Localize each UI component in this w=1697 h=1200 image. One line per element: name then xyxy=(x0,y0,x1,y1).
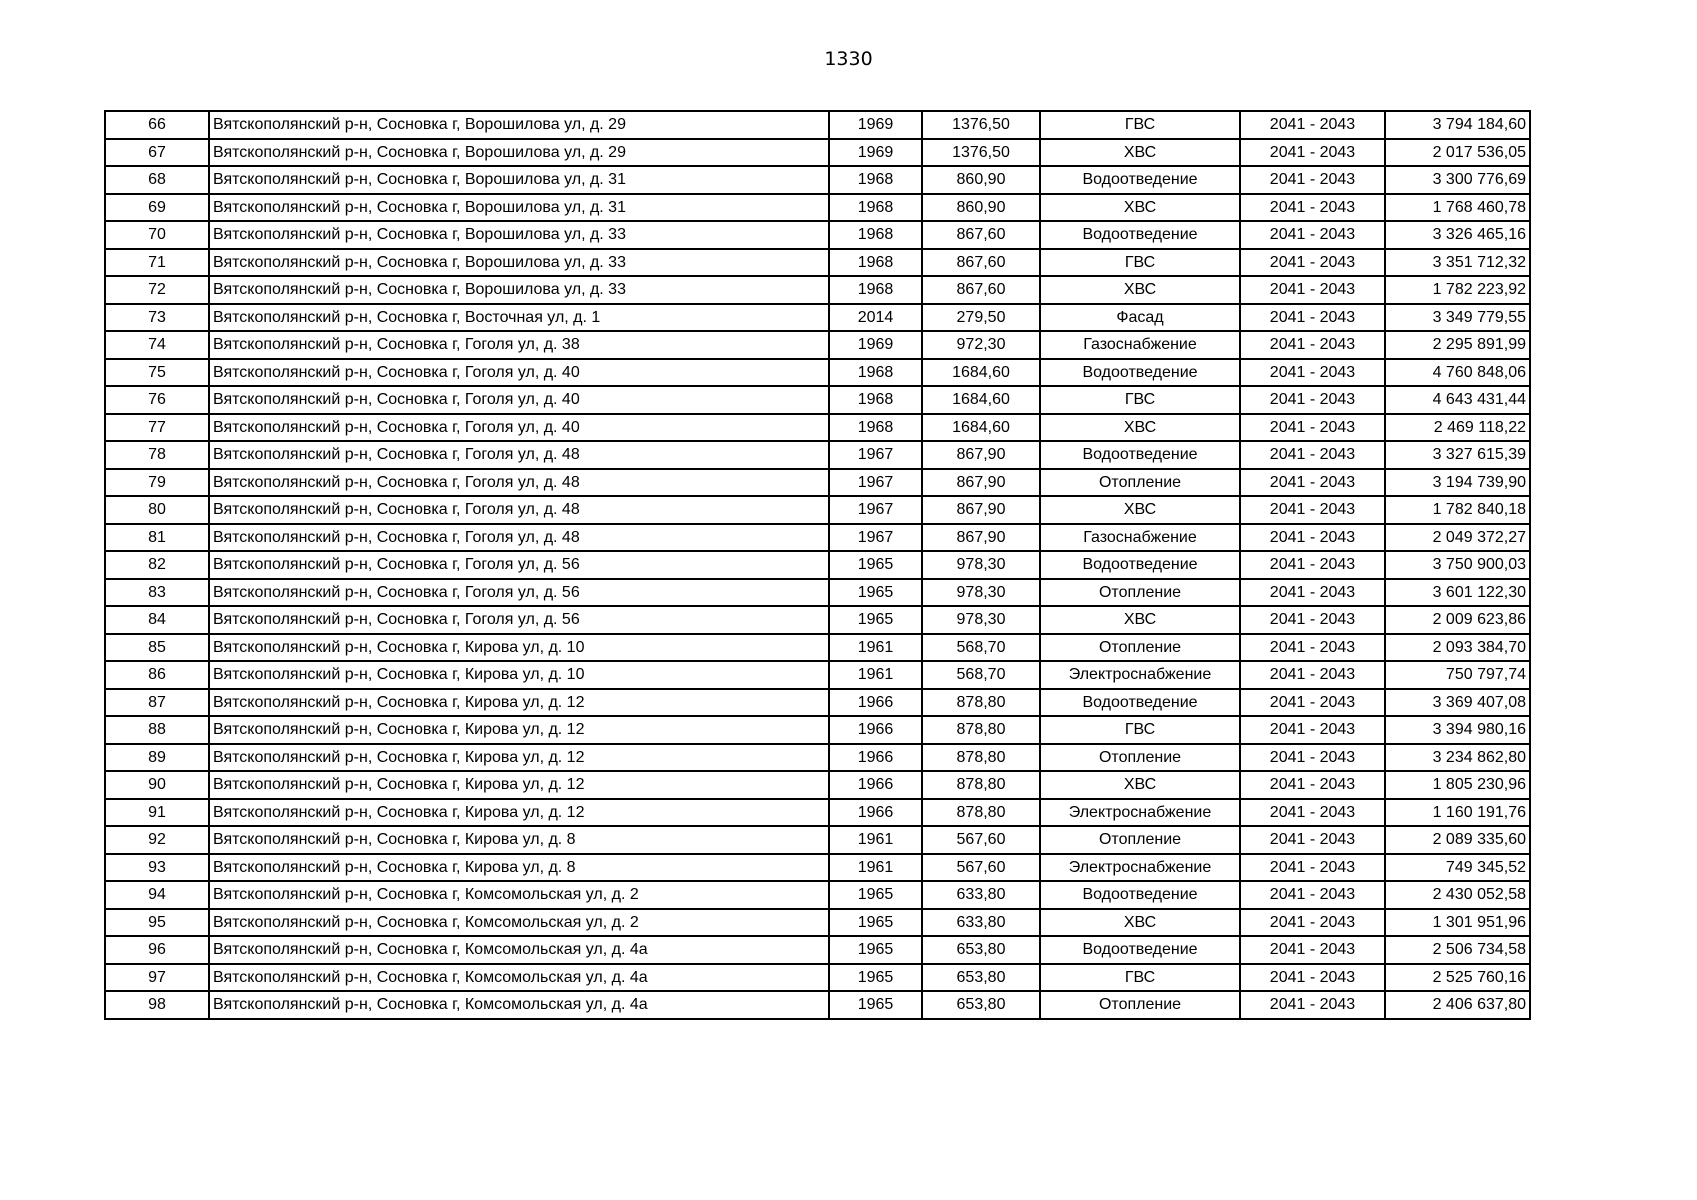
work-type-cell: Водоотведение xyxy=(1040,551,1240,579)
row-number-cell: 67 xyxy=(105,139,209,167)
page-number: 1330 xyxy=(824,48,873,70)
address-cell: Вятскополянский р-н, Сосновка г, Гоголя ул, д. 38 xyxy=(209,331,829,359)
area-cell: 860,90 xyxy=(922,166,1040,194)
period-cell: 2041 - 2043 xyxy=(1240,111,1385,139)
work-type-cell: Водоотведение xyxy=(1040,221,1240,249)
table-row xyxy=(105,634,1530,662)
area-cell: 867,90 xyxy=(922,469,1040,497)
work-type-cell: ХВС xyxy=(1040,139,1240,167)
row-number-cell: 73 xyxy=(105,304,209,332)
row-number-cell: 72 xyxy=(105,276,209,304)
build-year-cell: 1961 xyxy=(829,661,922,689)
cost-cell: 749 345,52 xyxy=(1385,854,1530,882)
work-type-cell: ХВС xyxy=(1040,496,1240,524)
table-row xyxy=(105,331,1530,359)
row-number-cell: 90 xyxy=(105,771,209,799)
build-year-cell: 1967 xyxy=(829,496,922,524)
address-cell: Вятскополянский р-н, Сосновка г, Гоголя ул, д. 56 xyxy=(209,551,829,579)
period-cell: 2041 - 2043 xyxy=(1240,716,1385,744)
build-year-cell: 1967 xyxy=(829,441,922,469)
area-cell: 568,70 xyxy=(922,634,1040,662)
work-type-cell: Отопление xyxy=(1040,579,1240,607)
period-cell: 2041 - 2043 xyxy=(1240,221,1385,249)
cost-cell: 3 300 776,69 xyxy=(1385,166,1530,194)
row-number-cell: 80 xyxy=(105,496,209,524)
table-row xyxy=(105,276,1530,304)
period-cell: 2041 - 2043 xyxy=(1240,551,1385,579)
work-type-cell: Водоотведение xyxy=(1040,689,1240,717)
period-cell: 2041 - 2043 xyxy=(1240,249,1385,277)
address-cell: Вятскополянский р-н, Сосновка г, Кирова ул, д. 12 xyxy=(209,744,829,772)
table-row xyxy=(105,441,1530,469)
address-cell: Вятскополянский р-н, Сосновка г, Гоголя ул, д. 48 xyxy=(209,524,829,552)
address-cell: Вятскополянский р-н, Сосновка г, Гоголя ул, д. 40 xyxy=(209,414,829,442)
area-cell: 567,60 xyxy=(922,826,1040,854)
row-number-cell: 81 xyxy=(105,524,209,552)
period-cell: 2041 - 2043 xyxy=(1240,496,1385,524)
work-type-cell: Водоотведение xyxy=(1040,359,1240,387)
build-year-cell: 1968 xyxy=(829,386,922,414)
row-number-cell: 86 xyxy=(105,661,209,689)
period-cell: 2041 - 2043 xyxy=(1240,276,1385,304)
row-number-cell: 94 xyxy=(105,881,209,909)
area-cell: 867,90 xyxy=(922,496,1040,524)
period-cell: 2041 - 2043 xyxy=(1240,799,1385,827)
period-cell: 2041 - 2043 xyxy=(1240,304,1385,332)
address-cell: Вятскополянский р-н, Сосновка г, Ворошилова ул, д. 33 xyxy=(209,221,829,249)
work-type-cell: Электроснабжение xyxy=(1040,661,1240,689)
address-cell: Вятскополянский р-н, Сосновка г, Ворошилова ул, д. 31 xyxy=(209,194,829,222)
cost-cell: 750 797,74 xyxy=(1385,661,1530,689)
area-cell: 867,60 xyxy=(922,221,1040,249)
row-number-cell: 96 xyxy=(105,936,209,964)
row-number-cell: 89 xyxy=(105,744,209,772)
work-type-cell: ХВС xyxy=(1040,276,1240,304)
table-row xyxy=(105,689,1530,717)
row-number-cell: 95 xyxy=(105,909,209,937)
area-cell: 978,30 xyxy=(922,606,1040,634)
row-number-cell: 93 xyxy=(105,854,209,882)
area-cell: 653,80 xyxy=(922,991,1040,1019)
work-type-cell: Фасад xyxy=(1040,304,1240,332)
row-number-cell: 66 xyxy=(105,111,209,139)
period-cell: 2041 - 2043 xyxy=(1240,909,1385,937)
period-cell: 2041 - 2043 xyxy=(1240,936,1385,964)
period-cell: 2041 - 2043 xyxy=(1240,991,1385,1019)
cost-cell: 2 093 384,70 xyxy=(1385,634,1530,662)
table-row xyxy=(105,716,1530,744)
build-year-cell: 1965 xyxy=(829,909,922,937)
area-cell: 568,70 xyxy=(922,661,1040,689)
area-cell: 1376,50 xyxy=(922,111,1040,139)
work-type-cell: ГВС xyxy=(1040,964,1240,992)
build-year-cell: 1961 xyxy=(829,634,922,662)
cost-cell: 1 768 460,78 xyxy=(1385,194,1530,222)
area-cell: 978,30 xyxy=(922,579,1040,607)
build-year-cell: 1966 xyxy=(829,689,922,717)
build-year-cell: 1965 xyxy=(829,606,922,634)
row-number-cell: 91 xyxy=(105,799,209,827)
table-row xyxy=(105,744,1530,772)
period-cell: 2041 - 2043 xyxy=(1240,469,1385,497)
build-year-cell: 1968 xyxy=(829,359,922,387)
area-cell: 1684,60 xyxy=(922,386,1040,414)
table-row xyxy=(105,194,1530,222)
work-type-cell: Газоснабжение xyxy=(1040,524,1240,552)
build-year-cell: 1966 xyxy=(829,799,922,827)
area-cell: 878,80 xyxy=(922,799,1040,827)
row-number-cell: 82 xyxy=(105,551,209,579)
row-number-cell: 97 xyxy=(105,964,209,992)
build-year-cell: 2014 xyxy=(829,304,922,332)
row-number-cell: 68 xyxy=(105,166,209,194)
area-cell: 867,60 xyxy=(922,249,1040,277)
cost-cell: 1 160 191,76 xyxy=(1385,799,1530,827)
build-year-cell: 1968 xyxy=(829,414,922,442)
table-row xyxy=(105,964,1530,992)
period-cell: 2041 - 2043 xyxy=(1240,881,1385,909)
work-type-cell: ХВС xyxy=(1040,414,1240,442)
address-cell: Вятскополянский р-н, Сосновка г, Кирова ул, д. 12 xyxy=(209,799,829,827)
cost-cell: 3 327 615,39 xyxy=(1385,441,1530,469)
table-row xyxy=(105,249,1530,277)
address-cell: Вятскополянский р-н, Сосновка г, Ворошилова ул, д. 33 xyxy=(209,249,829,277)
table-row xyxy=(105,799,1530,827)
area-cell: 633,80 xyxy=(922,909,1040,937)
area-cell: 633,80 xyxy=(922,881,1040,909)
cost-cell: 3 369 407,08 xyxy=(1385,689,1530,717)
cost-cell: 2 009 623,86 xyxy=(1385,606,1530,634)
row-number-cell: 74 xyxy=(105,331,209,359)
row-number-cell: 69 xyxy=(105,194,209,222)
row-number-cell: 70 xyxy=(105,221,209,249)
build-year-cell: 1965 xyxy=(829,881,922,909)
table-body xyxy=(105,111,1530,1019)
address-cell: Вятскополянский р-н, Сосновка г, Гоголя ул, д. 56 xyxy=(209,606,829,634)
cost-cell: 1 301 951,96 xyxy=(1385,909,1530,937)
build-year-cell: 1968 xyxy=(829,194,922,222)
address-cell: Вятскополянский р-н, Сосновка г, Восточная ул, д. 1 xyxy=(209,304,829,332)
row-number-cell: 78 xyxy=(105,441,209,469)
address-cell: Вятскополянский р-н, Сосновка г, Ворошилова ул, д. 33 xyxy=(209,276,829,304)
cost-cell: 3 601 122,30 xyxy=(1385,579,1530,607)
period-cell: 2041 - 2043 xyxy=(1240,744,1385,772)
address-cell: Вятскополянский р-н, Сосновка г, Ворошилова ул, д. 29 xyxy=(209,139,829,167)
area-cell: 653,80 xyxy=(922,964,1040,992)
address-cell: Вятскополянский р-н, Сосновка г, Гоголя ул, д. 48 xyxy=(209,469,829,497)
address-cell: Вятскополянский р-н, Сосновка г, Кирова ул, д. 8 xyxy=(209,826,829,854)
work-type-cell: Отопление xyxy=(1040,634,1240,662)
row-number-cell: 83 xyxy=(105,579,209,607)
table-row xyxy=(105,881,1530,909)
area-cell: 878,80 xyxy=(922,771,1040,799)
row-number-cell: 98 xyxy=(105,991,209,1019)
address-cell: Вятскополянский р-н, Сосновка г, Комсомольская ул, д. 4а xyxy=(209,991,829,1019)
cost-cell: 2 469 118,22 xyxy=(1385,414,1530,442)
area-cell: 860,90 xyxy=(922,194,1040,222)
address-cell: Вятскополянский р-н, Сосновка г, Ворошилова ул, д. 31 xyxy=(209,166,829,194)
period-cell: 2041 - 2043 xyxy=(1240,964,1385,992)
cost-cell: 4 760 848,06 xyxy=(1385,359,1530,387)
period-cell: 2041 - 2043 xyxy=(1240,166,1385,194)
table-row xyxy=(105,579,1530,607)
build-year-cell: 1961 xyxy=(829,854,922,882)
build-year-cell: 1965 xyxy=(829,991,922,1019)
address-cell: Вятскополянский р-н, Сосновка г, Кирова ул, д. 12 xyxy=(209,716,829,744)
table-row xyxy=(105,524,1530,552)
area-cell: 1376,50 xyxy=(922,139,1040,167)
period-cell: 2041 - 2043 xyxy=(1240,854,1385,882)
row-number-cell: 92 xyxy=(105,826,209,854)
area-cell: 978,30 xyxy=(922,551,1040,579)
row-number-cell: 87 xyxy=(105,689,209,717)
build-year-cell: 1966 xyxy=(829,716,922,744)
work-type-cell: Отопление xyxy=(1040,991,1240,1019)
address-cell: Вятскополянский р-н, Сосновка г, Комсомольская ул, д. 4а xyxy=(209,964,829,992)
table-row xyxy=(105,359,1530,387)
address-cell: Вятскополянский р-н, Сосновка г, Кирова ул, д. 8 xyxy=(209,854,829,882)
work-type-cell: Водоотведение xyxy=(1040,166,1240,194)
cost-cell: 1 782 840,18 xyxy=(1385,496,1530,524)
work-type-cell: ХВС xyxy=(1040,606,1240,634)
work-type-cell: Водоотведение xyxy=(1040,441,1240,469)
repair-schedule-table xyxy=(104,110,1531,1020)
table-row xyxy=(105,111,1530,139)
area-cell: 878,80 xyxy=(922,689,1040,717)
cost-cell: 4 643 431,44 xyxy=(1385,386,1530,414)
period-cell: 2041 - 2043 xyxy=(1240,661,1385,689)
work-type-cell: Отопление xyxy=(1040,469,1240,497)
build-year-cell: 1965 xyxy=(829,964,922,992)
build-year-cell: 1968 xyxy=(829,221,922,249)
table-row xyxy=(105,606,1530,634)
period-cell: 2041 - 2043 xyxy=(1240,386,1385,414)
build-year-cell: 1965 xyxy=(829,579,922,607)
address-cell: Вятскополянский р-н, Сосновка г, Комсомольская ул, д. 2 xyxy=(209,881,829,909)
work-type-cell: ГВС xyxy=(1040,716,1240,744)
area-cell: 279,50 xyxy=(922,304,1040,332)
work-type-cell: ХВС xyxy=(1040,771,1240,799)
area-cell: 878,80 xyxy=(922,716,1040,744)
area-cell: 867,90 xyxy=(922,524,1040,552)
period-cell: 2041 - 2043 xyxy=(1240,441,1385,469)
table-row xyxy=(105,771,1530,799)
period-cell: 2041 - 2043 xyxy=(1240,771,1385,799)
address-cell: Вятскополянский р-н, Сосновка г, Гоголя ул, д. 40 xyxy=(209,359,829,387)
work-type-cell: ГВС xyxy=(1040,249,1240,277)
area-cell: 972,30 xyxy=(922,331,1040,359)
work-type-cell: ГВС xyxy=(1040,386,1240,414)
table-row xyxy=(105,826,1530,854)
work-type-cell: ХВС xyxy=(1040,909,1240,937)
build-year-cell: 1968 xyxy=(829,166,922,194)
table-row xyxy=(105,386,1530,414)
table-row xyxy=(105,221,1530,249)
table-row xyxy=(105,936,1530,964)
cost-cell: 3 326 465,16 xyxy=(1385,221,1530,249)
table-row xyxy=(105,469,1530,497)
work-type-cell: Водоотведение xyxy=(1040,936,1240,964)
table-row xyxy=(105,166,1530,194)
address-cell: Вятскополянский р-н, Сосновка г, Гоголя ул, д. 56 xyxy=(209,579,829,607)
row-number-cell: 76 xyxy=(105,386,209,414)
work-type-cell: Отопление xyxy=(1040,826,1240,854)
table-row xyxy=(105,551,1530,579)
cost-cell: 3 794 184,60 xyxy=(1385,111,1530,139)
address-cell: Вятскополянский р-н, Сосновка г, Кирова ул, д. 12 xyxy=(209,689,829,717)
build-year-cell: 1965 xyxy=(829,936,922,964)
work-type-cell: ХВС xyxy=(1040,194,1240,222)
row-number-cell: 88 xyxy=(105,716,209,744)
cost-cell: 3 349 779,55 xyxy=(1385,304,1530,332)
address-cell: Вятскополянский р-н, Сосновка г, Ворошилова ул, д. 29 xyxy=(209,111,829,139)
build-year-cell: 1968 xyxy=(829,249,922,277)
cost-cell: 3 394 980,16 xyxy=(1385,716,1530,744)
address-cell: Вятскополянский р-н, Сосновка г, Кирова ул, д. 10 xyxy=(209,634,829,662)
cost-cell: 2 089 335,60 xyxy=(1385,826,1530,854)
cost-cell: 3 351 712,32 xyxy=(1385,249,1530,277)
period-cell: 2041 - 2043 xyxy=(1240,826,1385,854)
area-cell: 1684,60 xyxy=(922,414,1040,442)
build-year-cell: 1961 xyxy=(829,826,922,854)
address-cell: Вятскополянский р-н, Сосновка г, Комсомольская ул, д. 2 xyxy=(209,909,829,937)
build-year-cell: 1967 xyxy=(829,469,922,497)
build-year-cell: 1969 xyxy=(829,139,922,167)
cost-cell: 3 234 862,80 xyxy=(1385,744,1530,772)
area-cell: 567,60 xyxy=(922,854,1040,882)
cost-cell: 2 525 760,16 xyxy=(1385,964,1530,992)
work-type-cell: Электроснабжение xyxy=(1040,854,1240,882)
table-row xyxy=(105,991,1530,1019)
period-cell: 2041 - 2043 xyxy=(1240,689,1385,717)
cost-cell: 1 782 223,92 xyxy=(1385,276,1530,304)
period-cell: 2041 - 2043 xyxy=(1240,331,1385,359)
build-year-cell: 1969 xyxy=(829,331,922,359)
address-cell: Вятскополянский р-н, Сосновка г, Комсомольская ул, д. 4а xyxy=(209,936,829,964)
table-row xyxy=(105,854,1530,882)
table-row xyxy=(105,139,1530,167)
cost-cell: 2 430 052,58 xyxy=(1385,881,1530,909)
period-cell: 2041 - 2043 xyxy=(1240,634,1385,662)
cost-cell: 2 406 637,80 xyxy=(1385,991,1530,1019)
period-cell: 2041 - 2043 xyxy=(1240,194,1385,222)
area-cell: 1684,60 xyxy=(922,359,1040,387)
work-type-cell: ГВС xyxy=(1040,111,1240,139)
area-cell: 653,80 xyxy=(922,936,1040,964)
cost-cell: 1 805 230,96 xyxy=(1385,771,1530,799)
build-year-cell: 1969 xyxy=(829,111,922,139)
cost-cell: 2 049 372,27 xyxy=(1385,524,1530,552)
period-cell: 2041 - 2043 xyxy=(1240,606,1385,634)
row-number-cell: 84 xyxy=(105,606,209,634)
table-row xyxy=(105,496,1530,524)
address-cell: Вятскополянский р-н, Сосновка г, Гоголя ул, д. 40 xyxy=(209,386,829,414)
period-cell: 2041 - 2043 xyxy=(1240,359,1385,387)
period-cell: 2041 - 2043 xyxy=(1240,139,1385,167)
work-type-cell: Электроснабжение xyxy=(1040,799,1240,827)
build-year-cell: 1966 xyxy=(829,771,922,799)
address-cell: Вятскополянский р-н, Сосновка г, Гоголя ул, д. 48 xyxy=(209,441,829,469)
work-type-cell: Отопление xyxy=(1040,744,1240,772)
row-number-cell: 85 xyxy=(105,634,209,662)
build-year-cell: 1967 xyxy=(829,524,922,552)
period-cell: 2041 - 2043 xyxy=(1240,414,1385,442)
area-cell: 867,60 xyxy=(922,276,1040,304)
row-number-cell: 79 xyxy=(105,469,209,497)
table-row xyxy=(105,909,1530,937)
work-type-cell: Газоснабжение xyxy=(1040,331,1240,359)
period-cell: 2041 - 2043 xyxy=(1240,579,1385,607)
cost-cell: 2 017 536,05 xyxy=(1385,139,1530,167)
build-year-cell: 1966 xyxy=(829,744,922,772)
address-cell: Вятскополянский р-н, Сосновка г, Кирова ул, д. 12 xyxy=(209,771,829,799)
table-row xyxy=(105,414,1530,442)
work-type-cell: Водоотведение xyxy=(1040,881,1240,909)
build-year-cell: 1965 xyxy=(829,551,922,579)
period-cell: 2041 - 2043 xyxy=(1240,524,1385,552)
address-cell: Вятскополянский р-н, Сосновка г, Гоголя ул, д. 48 xyxy=(209,496,829,524)
cost-cell: 2 506 734,58 xyxy=(1385,936,1530,964)
area-cell: 878,80 xyxy=(922,744,1040,772)
cost-cell: 3 750 900,03 xyxy=(1385,551,1530,579)
cost-cell: 2 295 891,99 xyxy=(1385,331,1530,359)
row-number-cell: 77 xyxy=(105,414,209,442)
cost-cell: 3 194 739,90 xyxy=(1385,469,1530,497)
row-number-cell: 75 xyxy=(105,359,209,387)
table-row xyxy=(105,304,1530,332)
build-year-cell: 1968 xyxy=(829,276,922,304)
row-number-cell: 71 xyxy=(105,249,209,277)
address-cell: Вятскополянский р-н, Сосновка г, Кирова ул, д. 10 xyxy=(209,661,829,689)
table-row xyxy=(105,661,1530,689)
area-cell: 867,90 xyxy=(922,441,1040,469)
